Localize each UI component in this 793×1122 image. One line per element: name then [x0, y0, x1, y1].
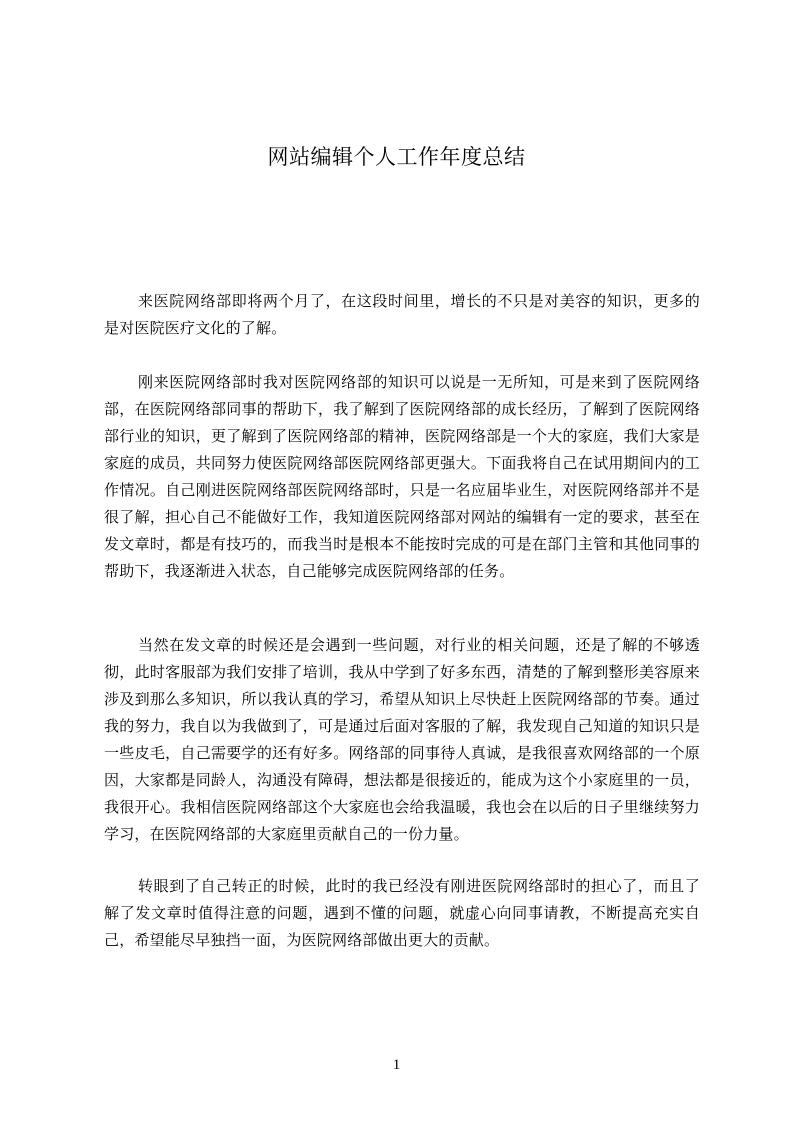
paragraph-3: 当然在发文章的时候还是会遇到一些问题，对行业的相关问题，还是了解的不够透彻，此时客服部为我们安排了培训，我从中学到了好多东西，清楚的了解到整形美容原来涉及到那么多知识，所以我认真的学习，希望从知识上尽快赶上医院网络部的节奏。通过我的努力，我自以为我做到了，可是通过后面对客服的了解，我发现自己知道的知识只是一些皮毛，自己需要学的还有好多。网络部的同事待人真诚，是我很喜欢网络部的一个原因，大家都是同龄人，沟通没有障碍，想法都是很接近的，能成为这个小家庭里的一员，我很开心。我相信医院网络部这个大家庭也会给我温暖，我也会在以后的日子里继续努力学习，在医院网络部的大家庭里贡献自己的一份力量。: [104, 636, 700, 843]
paragraph-1: 来医院网络部即将两个月了，在这段时间里，增长的不只是对美容的知识，更多的是对医院医疗文化的了解。: [104, 292, 700, 337]
paragraph-2: 刚来医院网络部时我对医院网络部的知识可以说是一无所知，可是来到了医院网络部，在医院网络部同事的帮助下，我了解到了医院网络部的成长经历，了解到了医院网络部行业的知识，更了解到了医院网络部的精神，医院网络部是一个大的家庭，我们大家是家庭的成员，共同努力使医院网络部医院网络部更强大。下面我将自己在试用期间内的工作情况。自己刚进医院网络部医院网络部时，只是一名应届毕业生，对医院网络部并不是很了解，担心自己不能做好工作，我知道医院网络部对网站的编辑有一定的要求，甚至在发文章时，都是有技巧的，而我当时是根本不能按时完成的可是在部门主管和其他同事的帮助下，我逐渐进入状态，自己能够完成医院网络部的任务。: [104, 373, 700, 580]
paragraph-4: 转眼到了自己转正的时候，此时的我已经没有刚进医院网络部时的担心了，而且了解了发文章时值得注意的问题，遇到不懂的问题，就虚心向同事请教，不断提高充实自己，希望能尽早独挡一面，为医院网络部做出更大的贡献。: [104, 877, 700, 949]
page-number: 1: [392, 1057, 401, 1073]
document-title: 网站编辑个人工作年度总结: [267, 145, 526, 169]
